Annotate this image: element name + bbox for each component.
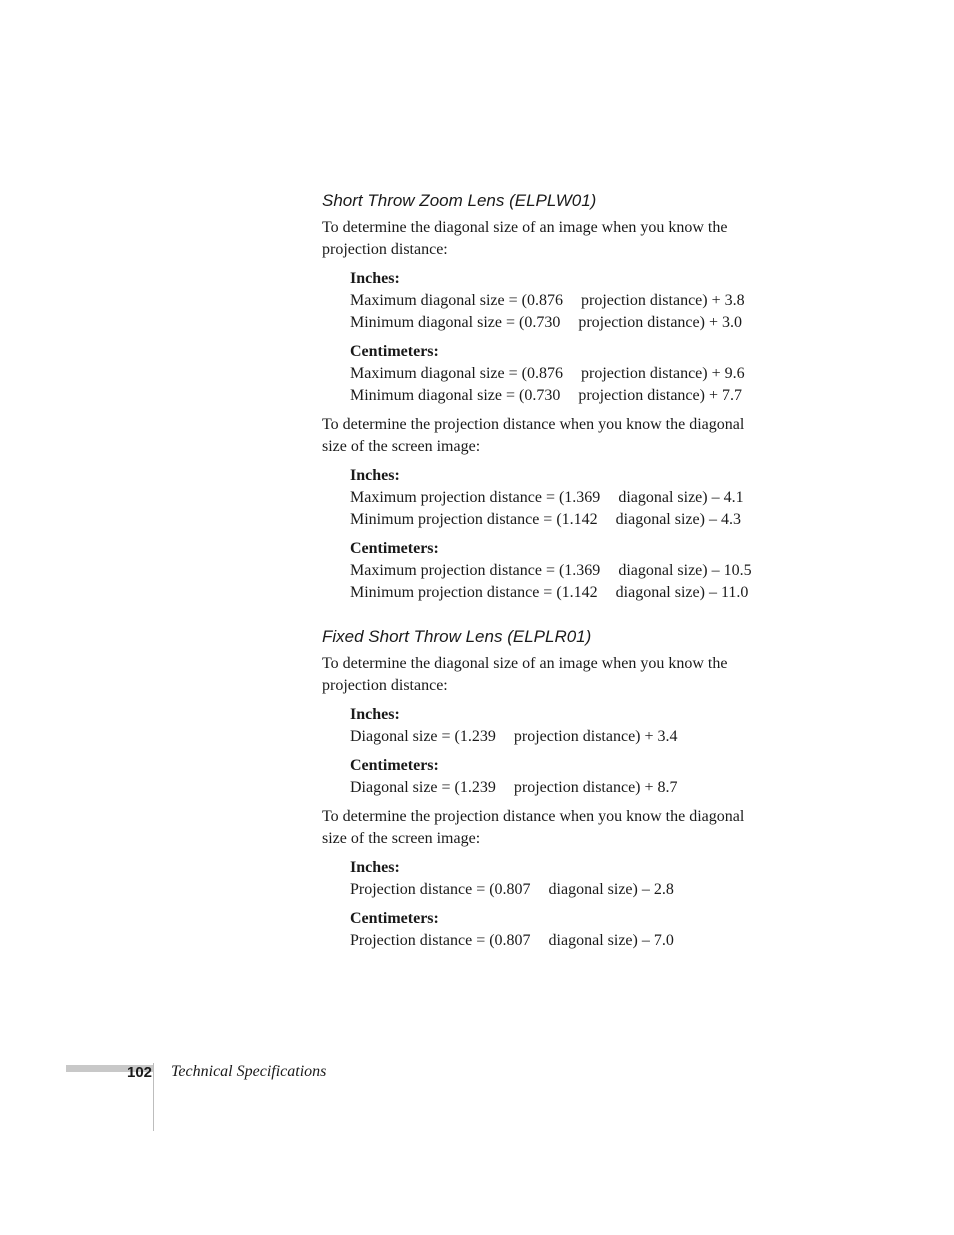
unit-label: Inches: (350, 270, 400, 287)
formula-left: Maximum projection distance = (1.369 (350, 489, 601, 506)
formula-left: Maximum diagonal size = (0.876 (350, 365, 563, 382)
formula-right: projection distance) + 8.7 (513, 779, 678, 796)
section-title: Fixed Short Throw Lens (ELPLR01) (322, 627, 592, 646)
formula-left: Minimum projection distance = (1.142 (350, 584, 598, 601)
intro-paragraph: To determine the diagonal size of an image when you know the projection distance: (322, 219, 728, 258)
formula-right: diagonal size) – 2.8 (548, 881, 674, 898)
formula-right: diagonal size) – 4.1 (618, 489, 744, 506)
formula-block-centimeters (350, 341, 772, 407)
formula-line (350, 363, 772, 385)
formula-block-inches (350, 857, 772, 901)
footer-chapter-title: Technical Specifications (171, 1063, 327, 1080)
unit-label: Centimeters: (350, 540, 439, 557)
formula-block-inches (350, 465, 772, 531)
section-short-throw-zoom (322, 188, 772, 604)
formula-left: Diagonal size = (1.239 (350, 779, 496, 796)
formula-right: diagonal size) – 10.5 (618, 562, 752, 579)
formula-right: projection distance) + 3.0 (578, 314, 742, 331)
formula-left: Maximum diagonal size = (0.876 (350, 292, 563, 309)
formula-left: Minimum projection distance = (1.142 (350, 511, 598, 528)
unit-label: Inches: (350, 467, 400, 484)
formula-left: Maximum projection distance = (1.369 (350, 562, 601, 579)
formula-block-inches (350, 704, 772, 748)
unit-label: Inches: (350, 859, 400, 876)
formula-line (350, 879, 772, 901)
formula-right: projection distance) + 3.8 (580, 292, 745, 309)
section-fixed-short-throw (322, 624, 772, 952)
formula-right: projection distance) + 7.7 (578, 387, 742, 404)
formula-line (350, 290, 772, 312)
unit-label: Centimeters: (350, 757, 439, 774)
intro-paragraph: To determine the diagonal size of an image when you know the projection distance: (322, 655, 728, 694)
formula-left: Minimum diagonal size = (0.730 (350, 314, 561, 331)
intro-paragraph: To determine the projection distance when you know the diagonal size of the screen image: (322, 808, 745, 847)
formula-line (350, 509, 772, 531)
formula-line (350, 930, 772, 952)
formula-line (350, 487, 772, 509)
formula-left: Diagonal size = (1.239 (350, 728, 496, 745)
page-content (322, 188, 772, 959)
formula-left: Minimum diagonal size = (0.730 (350, 387, 561, 404)
formula-right: projection distance) + 9.6 (580, 365, 745, 382)
formula-left: Projection distance = (0.807 (350, 881, 531, 898)
formula-line (350, 560, 772, 582)
formula-line (350, 582, 772, 604)
intro-paragraph: To determine the projection distance when you know the diagonal size of the screen image: (322, 416, 745, 455)
formula-left: Projection distance = (0.807 (350, 932, 531, 949)
page-number: 102 (127, 1064, 153, 1081)
formula-line (350, 312, 772, 334)
formula-block-centimeters (350, 755, 772, 799)
formula-block-centimeters (350, 538, 772, 604)
formula-line (350, 726, 772, 748)
formula-line (350, 385, 772, 407)
unit-label: Inches: (350, 706, 400, 723)
unit-label: Centimeters: (350, 343, 439, 360)
formula-block-inches (350, 268, 772, 334)
footer-divider (153, 1063, 154, 1131)
formula-right: projection distance) + 3.4 (513, 728, 678, 745)
formula-right: diagonal size) – 4.3 (615, 511, 741, 528)
formula-right: diagonal size) – 7.0 (548, 932, 674, 949)
formula-line (350, 777, 772, 799)
formula-right: diagonal size) – 11.0 (615, 584, 749, 601)
section-title: Short Throw Zoom Lens (ELPLW01) (322, 191, 597, 210)
unit-label: Centimeters: (350, 910, 439, 927)
formula-block-centimeters (350, 908, 772, 952)
